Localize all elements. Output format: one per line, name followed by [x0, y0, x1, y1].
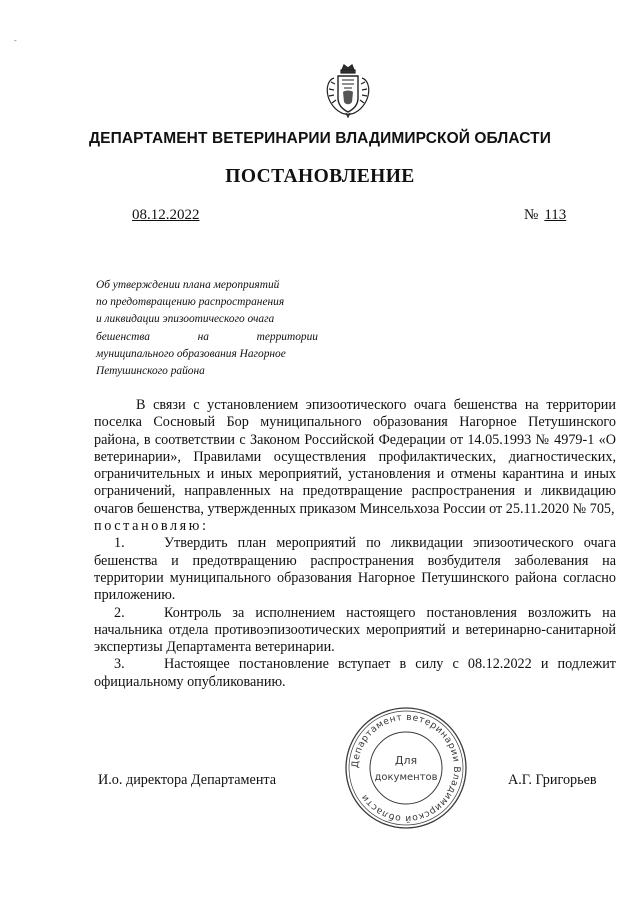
subject-line: Об утверждении плана мероприятий	[96, 279, 280, 291]
number-value: 113	[544, 207, 567, 223]
subject-line: муниципального образования Нагорное	[96, 347, 286, 360]
document-date: 08.12.2022	[132, 207, 200, 223]
department-title: ДЕПАРТАМЕНТ ВЕТЕРИНАРИИ ВЛАДИМИРСКОЙ ОБЛАСТИ	[89, 130, 551, 147]
subject-line: Петушинского района	[96, 365, 205, 378]
item-text: Утвердить план мероприятий по ликвидации эпизоотического очага бешенства и предотвращению распространения возбудителя заболевания на территории муниципального образования Нагорное Петушинского района согласно приложению.	[94, 535, 616, 604]
document-subject	[96, 277, 318, 380]
stamp-ring-text: Департамент ветеринарии Владимирской области	[349, 711, 463, 825]
item-number: 2.	[114, 604, 125, 621]
list-item	[94, 605, 616, 657]
item-text: Контроль за исполнением настоящего постановления возложить на начальника отдела противоэпизоотических мероприятий и ветеринарно-санитарной экспертизы Департамента ветеринарии.	[94, 604, 616, 656]
subject-line: по предотвращению распространения	[96, 296, 285, 309]
number-label: №	[524, 207, 539, 223]
item-number: 1.	[114, 535, 125, 552]
intro-paragraph: В связи с установлением эпизоотического очага бешенства на территории поселка Сосновый Бор муниципального образования Нагорное Петушинского района, в соответствии с Законом Российской Федерации от 14.05.1993 № 4979-1 «О ветеринарии», Правилами осуществления профилактических, диагностических, ограничительных и иных мероприятий, установления и отмены карантина и иных ограничений, направленных на предотвращение распространения и ликвидацию очагов бешенства, утвержденных приказом Минсельхоза России от 25.11.2020 № 705,	[94, 397, 616, 517]
document-type-heading: ПОСТАНОВЛЕНИЕ	[225, 166, 415, 187]
coat-of-arms-icon	[322, 62, 374, 118]
stamp-center-line: документов	[374, 772, 438, 783]
subject-line: и ликвидации эпизоотического очага	[96, 313, 275, 326]
stamp-center-line: Для	[394, 754, 418, 767]
subject-line: бешенства на территории	[96, 330, 318, 343]
official-stamp	[342, 704, 470, 832]
list-item	[94, 535, 616, 604]
item-text: Настоящее постановление вступает в силу с 08.12.2022 и подлежит официальному опубликованию.	[94, 656, 616, 690]
margin-mark: -	[14, 36, 17, 45]
document-number	[524, 207, 566, 224]
signatory-name: А.Г. Григорьев	[508, 772, 597, 788]
resolve-word: постановляю:	[94, 518, 209, 535]
item-number: 3.	[114, 656, 125, 673]
list-item	[94, 656, 616, 691]
document-body	[94, 397, 616, 691]
signatory-position: И.о. директора Департамента	[98, 772, 277, 788]
